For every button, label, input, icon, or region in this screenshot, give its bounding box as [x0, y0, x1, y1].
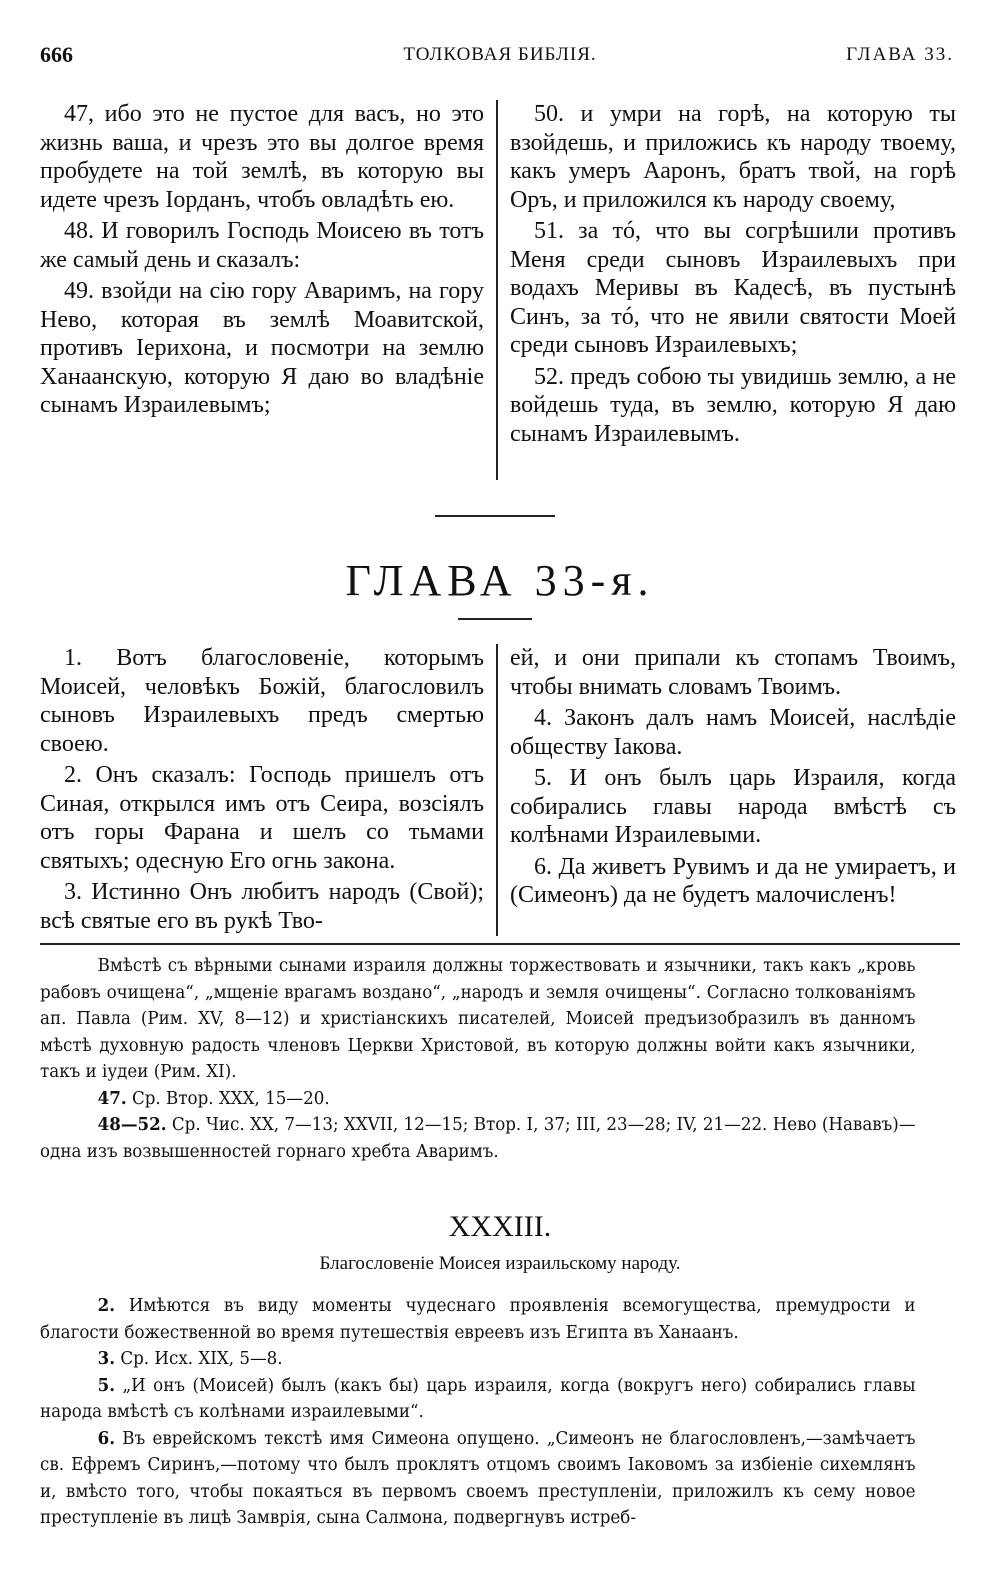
verse-5: 5. И онъ былъ царь Израиля, когда собирались главы народа вмѣстѣ съ колѣнами Израилевыми. [510, 765, 956, 848]
left-column [40, 100, 484, 423]
reference-number: 2. [97, 1296, 116, 1316]
commentary-separator [40, 943, 960, 945]
verses-chapter-33 [40, 644, 960, 944]
verses-previous-chapter [40, 100, 960, 490]
commentary-chapter-33 [40, 1293, 916, 1532]
verse-50: 50. и умри на горѣ, на которую ты взойдешь, и приложись къ народу твоему, какъ умеръ Ааронъ, братъ твой, на горѣ Оръ, и приложился къ народу своему, [510, 101, 956, 213]
commentary-previous [40, 953, 916, 1165]
commentary-3: 3. Ср. Исх. XIX, 5—8. [97, 1349, 283, 1369]
reference-number: 6. [97, 1428, 116, 1449]
commentary-6: 6. Въ еврейскомъ текстѣ имя Симеона опущено. „Симеонъ не благословленъ,—замѣчаетъ св. Ефремъ Сиринъ,—потому что былъ проклятъ отцомъ своимъ Іаковомъ за избіеніе сихемлянъ и, вмѣсто того, чтобы покаяться въ первомъ своемъ преступленіи, приложилъ къ сему новое преступленіе въ лицѣ Замврія, сына Салмона, подвергнувъ истреб- [40, 1428, 916, 1528]
verse-6: 6. Да живетъ Рувимъ и да не умираетъ, и (Симеонъ) да не будетъ малочисленъ! [510, 853, 956, 908]
book-page [40, 0, 960, 1588]
title-rule-bottom [458, 618, 532, 620]
reference-number: 48—52. [97, 1115, 167, 1135]
verse-52: 52. предъ собою ты увидишь землю, а не войдешь туда, въ землю, которую Я даю сынамъ Израилевымъ. [510, 363, 956, 447]
running-title: ТОЛКОВАЯ БИБЛІЯ. [403, 44, 597, 65]
reference-number: 47. [97, 1088, 127, 1109]
verse-3-continued: ей, и они припали къ стопамъ Твоимъ, чтобы внимать словамъ Твоимъ. [510, 645, 956, 700]
verse-49: 49. взойди на сію гору Аваримъ, на гору Нево, которая въ землѣ Моавитской, противъ Іерихона, и посмотри на землю Ханаанскую, которую Я даю во владѣніе сынамъ Израилевымъ; [40, 278, 484, 418]
verse-48: 48. И говорилъ Господь Моисею въ тотъ же самый день и сказалъ: [40, 218, 484, 273]
commentary-5: 5. „И онъ (Моисей) былъ (какъ бы) царь израиля, когда (вокругъ него) собирались главы народа вмѣстѣ съ колѣнами израилевыми“. [40, 1375, 916, 1422]
commentary-48-52: 48—52. Ср. Чис. XX, 7—13; XXVII, 12—15; Втор. I, 37; III, 23—28; IV, 21—22. Нево (Нававъ)—одна изъ возвышенностей горнаго хребта Аваримъ. [40, 1115, 916, 1162]
verse-3: 3. Истинно Онъ любитъ народъ (Свой); всѣ святые его въ рукѣ Тво- [40, 879, 484, 934]
section-number: XXXIII. [448, 1210, 552, 1243]
chapter-title: ГЛАВА 33-я. [345, 556, 655, 605]
verse-4: 4. Законъ далъ намъ Моисей, наслѣдіе обществу Іакова. [510, 705, 956, 760]
verse-2: 2. Онъ сказалъ: Господь пришелъ отъ Синая, открылся имъ отъ Сеира, возсіялъ отъ горы Фарана и шелъ со тьмами святыхъ; одесную Его огнь закона. [40, 762, 484, 874]
commentary-47: 47. Ср. Втор. XXX, 15—20. [97, 1088, 330, 1109]
reference-number: 3. [97, 1349, 116, 1369]
running-header [40, 42, 960, 76]
verse-1: 1. Вотъ благословеніе, которымъ Моисей, человѣкъ Божій, благословилъ сыновъ Израилевыхъ предъ смертью своею. [40, 645, 484, 757]
chapter-label: ГЛАВА 33. [846, 44, 954, 65]
left-column [40, 644, 484, 938]
verse-47: 47, ибо это не пустое для васъ, но это жизнь ваша, и чрезъ это вы долгое время пробудете на той землѣ, въ которую вы идете чрезъ Іорданъ, чтобъ овладѣть ею. [40, 101, 484, 213]
commentary-paragraph: Вмѣстѣ съ вѣрными сынами израиля должны торжествовать и язычники, такъ какъ „кровь рабовъ очищена“, „мщеніе врагамъ воздано“, „народъ и земля очищены“. Согласно толкованіямъ ап. Павла (Рим. XV, 8—12) и христіанскихъ писателей, Моисей предъизобразилъ въ данномъ мѣстѣ духовную радость членовъ Церкви Христовой, въ которую должны войти какъ язычники, такъ и іудеи (Рим. XI). [40, 956, 916, 1082]
section-title: Благословеніе Моисея израильскому народу. [319, 1253, 681, 1274]
verse-51: 51. за тó, что вы согрѣшили противъ Меня среди сыновъ Израилевыхъ при водахъ Меривы въ Кадесѣ, въ пустынѣ Синъ, за тó, что не явили святости Моей среди сыновъ Израилевыхъ; [510, 218, 956, 358]
page-number: 666 [40, 42, 73, 67]
right-column [510, 100, 956, 451]
reference-number: 5. [97, 1375, 116, 1396]
commentary-2: 2. Имѣются въ виду моменты чудеснаго проявленія всемогущества, премудрости и благости божественной во время путешествія евреевъ изъ Египта въ Ханаанъ. [40, 1296, 916, 1343]
title-rule-top [435, 515, 555, 517]
right-column [510, 644, 956, 913]
column-divider [496, 644, 498, 936]
column-divider [496, 100, 498, 480]
